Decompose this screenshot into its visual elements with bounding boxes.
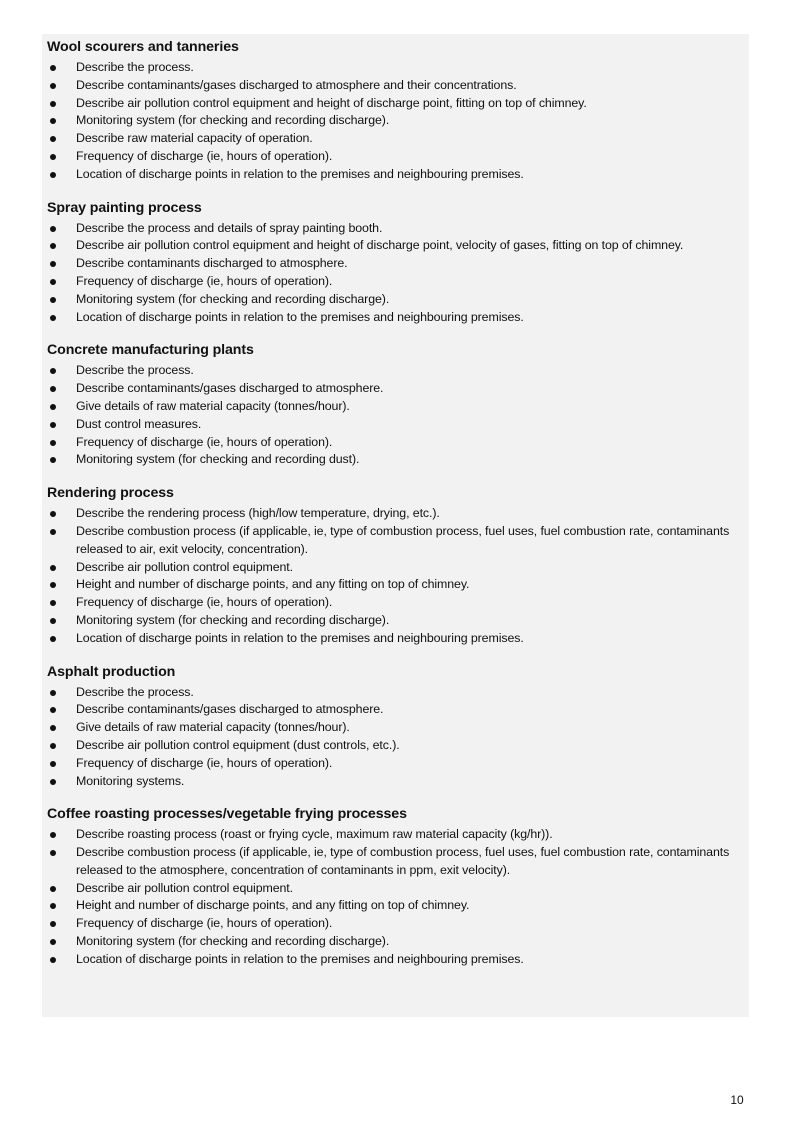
list-item-text: Frequency of discharge (ie, hours of operation). xyxy=(76,273,333,288)
list-item-text: Describe combustion process (if applicable, ie, type of combustion process, fuel uses, fuel combustion rate, contaminants released to air, exit velocity, concentration). xyxy=(76,523,730,556)
list-item xyxy=(47,612,737,630)
list-item-text: Describe contaminants/gases discharged to atmosphere. xyxy=(76,702,384,717)
bullet-icon xyxy=(50,83,56,89)
list-item-text: Describe the rendering process (high/low temperature, drying, etc.). xyxy=(76,506,440,521)
bullet-icon xyxy=(50,154,56,160)
list-item xyxy=(47,826,737,844)
list-item-text: Describe combustion process (if applicable, ie, type of combustion process, fuel uses, fuel combustion rate, contaminants released to the atmosphere, concentration of contaminants in ppm, exit velocity). xyxy=(76,845,730,877)
list-item-text: Frequency of discharge (ie, hours of operation). xyxy=(76,148,333,163)
list-item xyxy=(47,951,737,969)
list-item xyxy=(47,630,737,648)
bullet-icon xyxy=(50,101,56,107)
page-number: 10 xyxy=(730,1093,744,1107)
list-item xyxy=(47,77,737,95)
list-item-text: Describe contaminants/gases discharged to atmosphere and their concentrations. xyxy=(76,77,517,92)
list-item xyxy=(47,701,737,719)
list-item-text: Location of discharge points in relation to the premises and neighbouring premises. xyxy=(76,630,524,645)
bullet-icon xyxy=(50,261,56,267)
list-item xyxy=(47,880,737,898)
list-item-text: Height and number of discharge points, and any fitting on top of chimney. xyxy=(76,898,470,913)
list-item-text: Describe the process. xyxy=(76,363,194,378)
bullet-icon xyxy=(50,832,56,838)
list-item-text: Location of discharge points in relation to the premises and neighbouring premises. xyxy=(76,166,524,181)
list-item-text: Describe air pollution control equipment and height of discharge point, fitting on top of chimney. xyxy=(76,95,587,110)
list-item xyxy=(47,309,737,327)
list-item xyxy=(47,915,737,933)
bullet-list xyxy=(47,684,737,791)
bullet-icon xyxy=(50,226,56,232)
bullet-icon xyxy=(50,368,56,374)
list-item xyxy=(47,434,737,452)
section-heading: Asphalt production xyxy=(47,663,176,680)
list-item-text: Monitoring system (for checking and recording discharge). xyxy=(76,612,390,627)
list-item-text: Describe raw material capacity of operation. xyxy=(76,131,313,146)
list-item-text: Describe the process. xyxy=(76,684,194,699)
list-item-text: Describe air pollution control equipment. xyxy=(76,559,293,574)
list-item xyxy=(47,148,737,166)
list-item xyxy=(47,255,737,273)
list-item-text: Monitoring systems. xyxy=(76,773,185,788)
bullet-list xyxy=(47,220,737,327)
bullet-icon xyxy=(50,136,56,142)
bullet-icon xyxy=(50,725,56,731)
list-item-text: Give details of raw material capacity (tonnes/hour). xyxy=(76,720,350,735)
bullet-icon xyxy=(50,707,56,713)
list-item xyxy=(47,576,737,594)
list-item-text: Monitoring system (for checking and recording discharge). xyxy=(76,934,390,949)
bullet-icon xyxy=(50,743,56,749)
list-item-text: Describe roasting process (roast or frying cycle, maximum raw material capacity (kg/hr)). xyxy=(76,827,553,842)
section-heading: Coffee roasting processes/vegetable frying processes xyxy=(47,806,407,823)
bullet-list xyxy=(47,826,737,968)
bullet-icon xyxy=(50,65,56,71)
list-item-text: Describe the process. xyxy=(76,60,194,74)
bullet-icon xyxy=(50,565,56,571)
list-item xyxy=(47,112,737,130)
bullet-icon xyxy=(50,243,56,249)
section-heading: Spray painting process xyxy=(47,199,202,216)
list-item-text: Give details of raw material capacity (tonnes/hour). xyxy=(76,398,350,413)
section xyxy=(47,663,737,791)
list-item-text: Monitoring system (for checking and recording discharge). xyxy=(76,291,390,306)
list-item-text: Frequency of discharge (ie, hours of operation). xyxy=(76,434,333,449)
section xyxy=(47,38,737,184)
bullet-icon xyxy=(50,850,56,856)
list-item xyxy=(47,273,737,291)
list-item-text: Describe air pollution control equipment. xyxy=(76,880,293,895)
bullet-list xyxy=(47,505,737,647)
bullet-icon xyxy=(50,529,56,535)
list-item xyxy=(47,166,737,184)
bullet-icon xyxy=(50,279,56,285)
bullet-icon xyxy=(50,582,56,588)
list-item-text: Height and number of discharge points, and any fitting on top of chimney. xyxy=(76,577,470,592)
list-item xyxy=(47,684,737,702)
bullet-icon xyxy=(50,457,56,463)
bullet-icon xyxy=(50,690,56,696)
list-item xyxy=(47,451,737,469)
bullet-icon xyxy=(50,618,56,624)
list-item xyxy=(47,362,737,380)
list-item xyxy=(47,755,737,773)
bullet-list xyxy=(47,362,737,469)
section xyxy=(47,484,737,647)
bullet-icon xyxy=(50,297,56,303)
section xyxy=(47,341,737,469)
list-item xyxy=(47,220,737,238)
section-heading: Wool scourers and tanneries xyxy=(47,39,239,55)
list-item xyxy=(47,505,737,523)
list-item xyxy=(47,737,737,755)
bullet-icon xyxy=(50,886,56,892)
list-item-text: Monitoring system (for checking and recording dust). xyxy=(76,452,360,467)
bullet-icon xyxy=(50,636,56,642)
bullet-icon xyxy=(50,404,56,410)
document-body xyxy=(47,38,737,984)
list-item xyxy=(47,237,737,255)
bullet-icon xyxy=(50,511,56,517)
list-item xyxy=(47,933,737,951)
list-item-text: Monitoring system (for checking and recording discharge). xyxy=(76,113,390,128)
bullet-icon xyxy=(50,903,56,909)
list-item xyxy=(47,559,737,577)
bullet-icon xyxy=(50,315,56,321)
bullet-list xyxy=(47,59,737,184)
list-item-text: Describe contaminants/gases discharged to atmosphere. xyxy=(76,381,384,396)
list-item-text: Describe contaminants discharged to atmosphere. xyxy=(76,256,348,271)
list-item-text: Frequency of discharge (ie, hours of operation). xyxy=(76,595,333,610)
list-item xyxy=(47,773,737,791)
list-item xyxy=(47,380,737,398)
bullet-icon xyxy=(50,957,56,963)
list-item xyxy=(47,130,737,148)
section xyxy=(47,805,737,968)
list-item-text: Describe the process and details of spray painting booth. xyxy=(76,220,383,235)
list-item xyxy=(47,897,737,915)
list-item-text: Location of discharge points in relation to the premises and neighbouring premises. xyxy=(76,951,524,966)
bullet-icon xyxy=(50,422,56,428)
list-item-text: Frequency of discharge (ie, hours of operation). xyxy=(76,755,333,770)
list-item xyxy=(47,95,737,113)
list-item xyxy=(47,59,737,77)
list-item xyxy=(47,844,737,880)
list-item-text: Dust control measures. xyxy=(76,416,202,431)
bullet-icon xyxy=(50,921,56,927)
bullet-icon xyxy=(50,172,56,178)
list-item xyxy=(47,416,737,434)
bullet-icon xyxy=(50,939,56,945)
section xyxy=(47,199,737,327)
list-item-text: Describe air pollution control equipment and height of discharge point, velocity of gases, fitting on top of chimney. xyxy=(76,238,684,253)
bullet-icon xyxy=(50,779,56,785)
list-item xyxy=(47,523,737,559)
bullet-icon xyxy=(50,600,56,606)
list-item-text: Location of discharge points in relation to the premises and neighbouring premises. xyxy=(76,309,524,324)
list-item xyxy=(47,291,737,309)
list-item xyxy=(47,594,737,612)
section-heading: Concrete manufacturing plants xyxy=(47,342,254,359)
list-item-text: Describe air pollution control equipment (dust controls, etc.). xyxy=(76,737,400,752)
list-item xyxy=(47,398,737,416)
bullet-icon xyxy=(50,118,56,124)
list-item-text: Frequency of discharge (ie, hours of operation). xyxy=(76,916,333,931)
bullet-icon xyxy=(50,761,56,767)
bullet-icon xyxy=(50,386,56,392)
list-item xyxy=(47,719,737,737)
section-heading: Rendering process xyxy=(47,485,174,502)
bullet-icon xyxy=(50,440,56,446)
